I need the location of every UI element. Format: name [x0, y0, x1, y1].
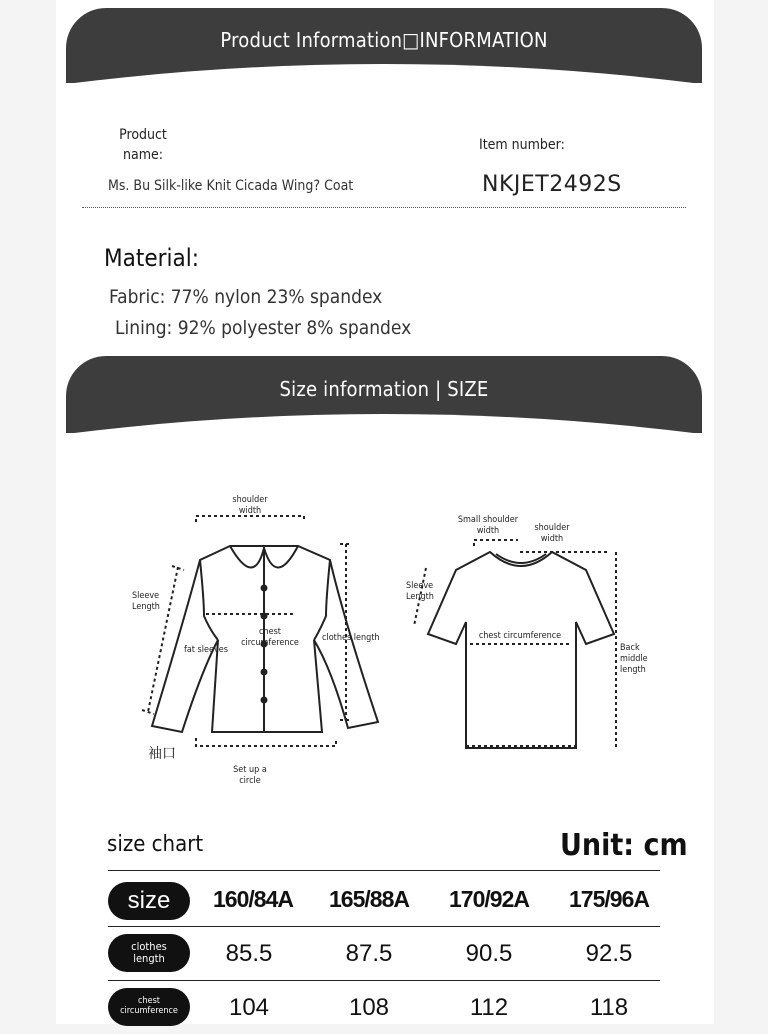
label-line: Length — [406, 592, 434, 602]
label-line: middle — [620, 654, 648, 664]
product-info-banner-title: Product Information□INFORMATION — [220, 27, 548, 52]
size-175-96a: 175/96A — [569, 886, 649, 912]
size-chart-rule — [108, 926, 660, 927]
label-line: width — [540, 534, 564, 544]
table-cell: 85.5 — [225, 940, 273, 967]
size-info-banner — [66, 356, 702, 433]
tshirt-chest-label: chest circumference — [478, 631, 562, 641]
size-chart-title: size chart — [107, 832, 204, 857]
banner-curve — [66, 408, 702, 434]
label-line: circle — [239, 776, 261, 786]
material-fabric: Fabric: 77% nylon 23% spandex — [109, 286, 383, 308]
chest-circumference-pill: chest circumference — [108, 988, 190, 1026]
tshirt-outline — [428, 552, 614, 748]
shirt-cuff-label: 袖口 — [148, 746, 176, 762]
tshirt-labels — [406, 515, 648, 675]
size-chart-unit: Unit: cm — [560, 828, 688, 863]
shirt-shoulder-label: shoulder width — [232, 495, 268, 516]
label-line: length — [620, 665, 646, 675]
table-cell: 92.5 — [585, 940, 633, 967]
table-cell: 112 — [469, 994, 509, 1021]
item-number-value: NKJET2492S — [482, 172, 622, 197]
label-line: width — [476, 526, 500, 536]
divider-dotted — [82, 207, 686, 208]
size-170-92a: 170/92A — [449, 886, 529, 912]
size-chart-row-chest — [108, 984, 660, 1034]
item-number-label: Item number: — [479, 137, 565, 153]
material-lining: Lining: 92% polyester 8% spandex — [115, 317, 412, 339]
shirt-hem-label: Set up a circle — [233, 765, 267, 786]
product-name-label: Product name: — [119, 127, 167, 163]
table-cell: 108 — [348, 994, 390, 1021]
shirt-sleeve-label: Sleeve Length — [132, 591, 160, 612]
label-line: width — [238, 506, 262, 516]
measurement-diagram — [100, 470, 660, 800]
table-cell: 118 — [589, 994, 629, 1021]
size-chart-row-clothes-length — [108, 930, 660, 980]
label-line: circumference — [241, 638, 299, 648]
shirt-length-label: clothes length — [322, 633, 380, 643]
size-chart-rule — [108, 980, 660, 981]
tshirt-back-label: Back middle length — [620, 643, 648, 675]
product-info-banner — [66, 8, 702, 83]
banner-curve — [66, 58, 702, 84]
table-cell: 104 — [228, 994, 270, 1021]
clothes-length-pill: clothes length — [108, 934, 190, 972]
tshirt-shoulder-label: shoulder width — [534, 523, 570, 544]
tshirt-small-shoulder-label: Small shoulder width — [457, 515, 519, 536]
material-title: Material: — [104, 244, 199, 272]
size-chart-top-rule — [108, 870, 660, 871]
shirt-chest-label: chest circumference — [241, 627, 299, 648]
tshirt-sleeve-label: Sleeve Length — [406, 581, 434, 602]
size-header-pill: size — [108, 882, 190, 920]
size-165-88a: 165/88A — [329, 886, 409, 912]
table-cell: 90.5 — [465, 940, 513, 967]
tshirt-diagram — [428, 552, 614, 748]
label-line: Length — [132, 602, 160, 612]
shirt-fat-sleeves-label: fat sleeves — [184, 645, 228, 655]
product-name-value: Ms. Bu Silk-like Knit Cicada Wing? Coat — [108, 178, 354, 194]
shirt-labels — [132, 495, 380, 786]
table-cell: 87.5 — [345, 940, 393, 967]
size-chart-header-row — [108, 876, 660, 926]
size-160-84a: 160/84A — [213, 886, 293, 912]
size-info-banner-title: Size information | SIZE — [279, 376, 489, 401]
